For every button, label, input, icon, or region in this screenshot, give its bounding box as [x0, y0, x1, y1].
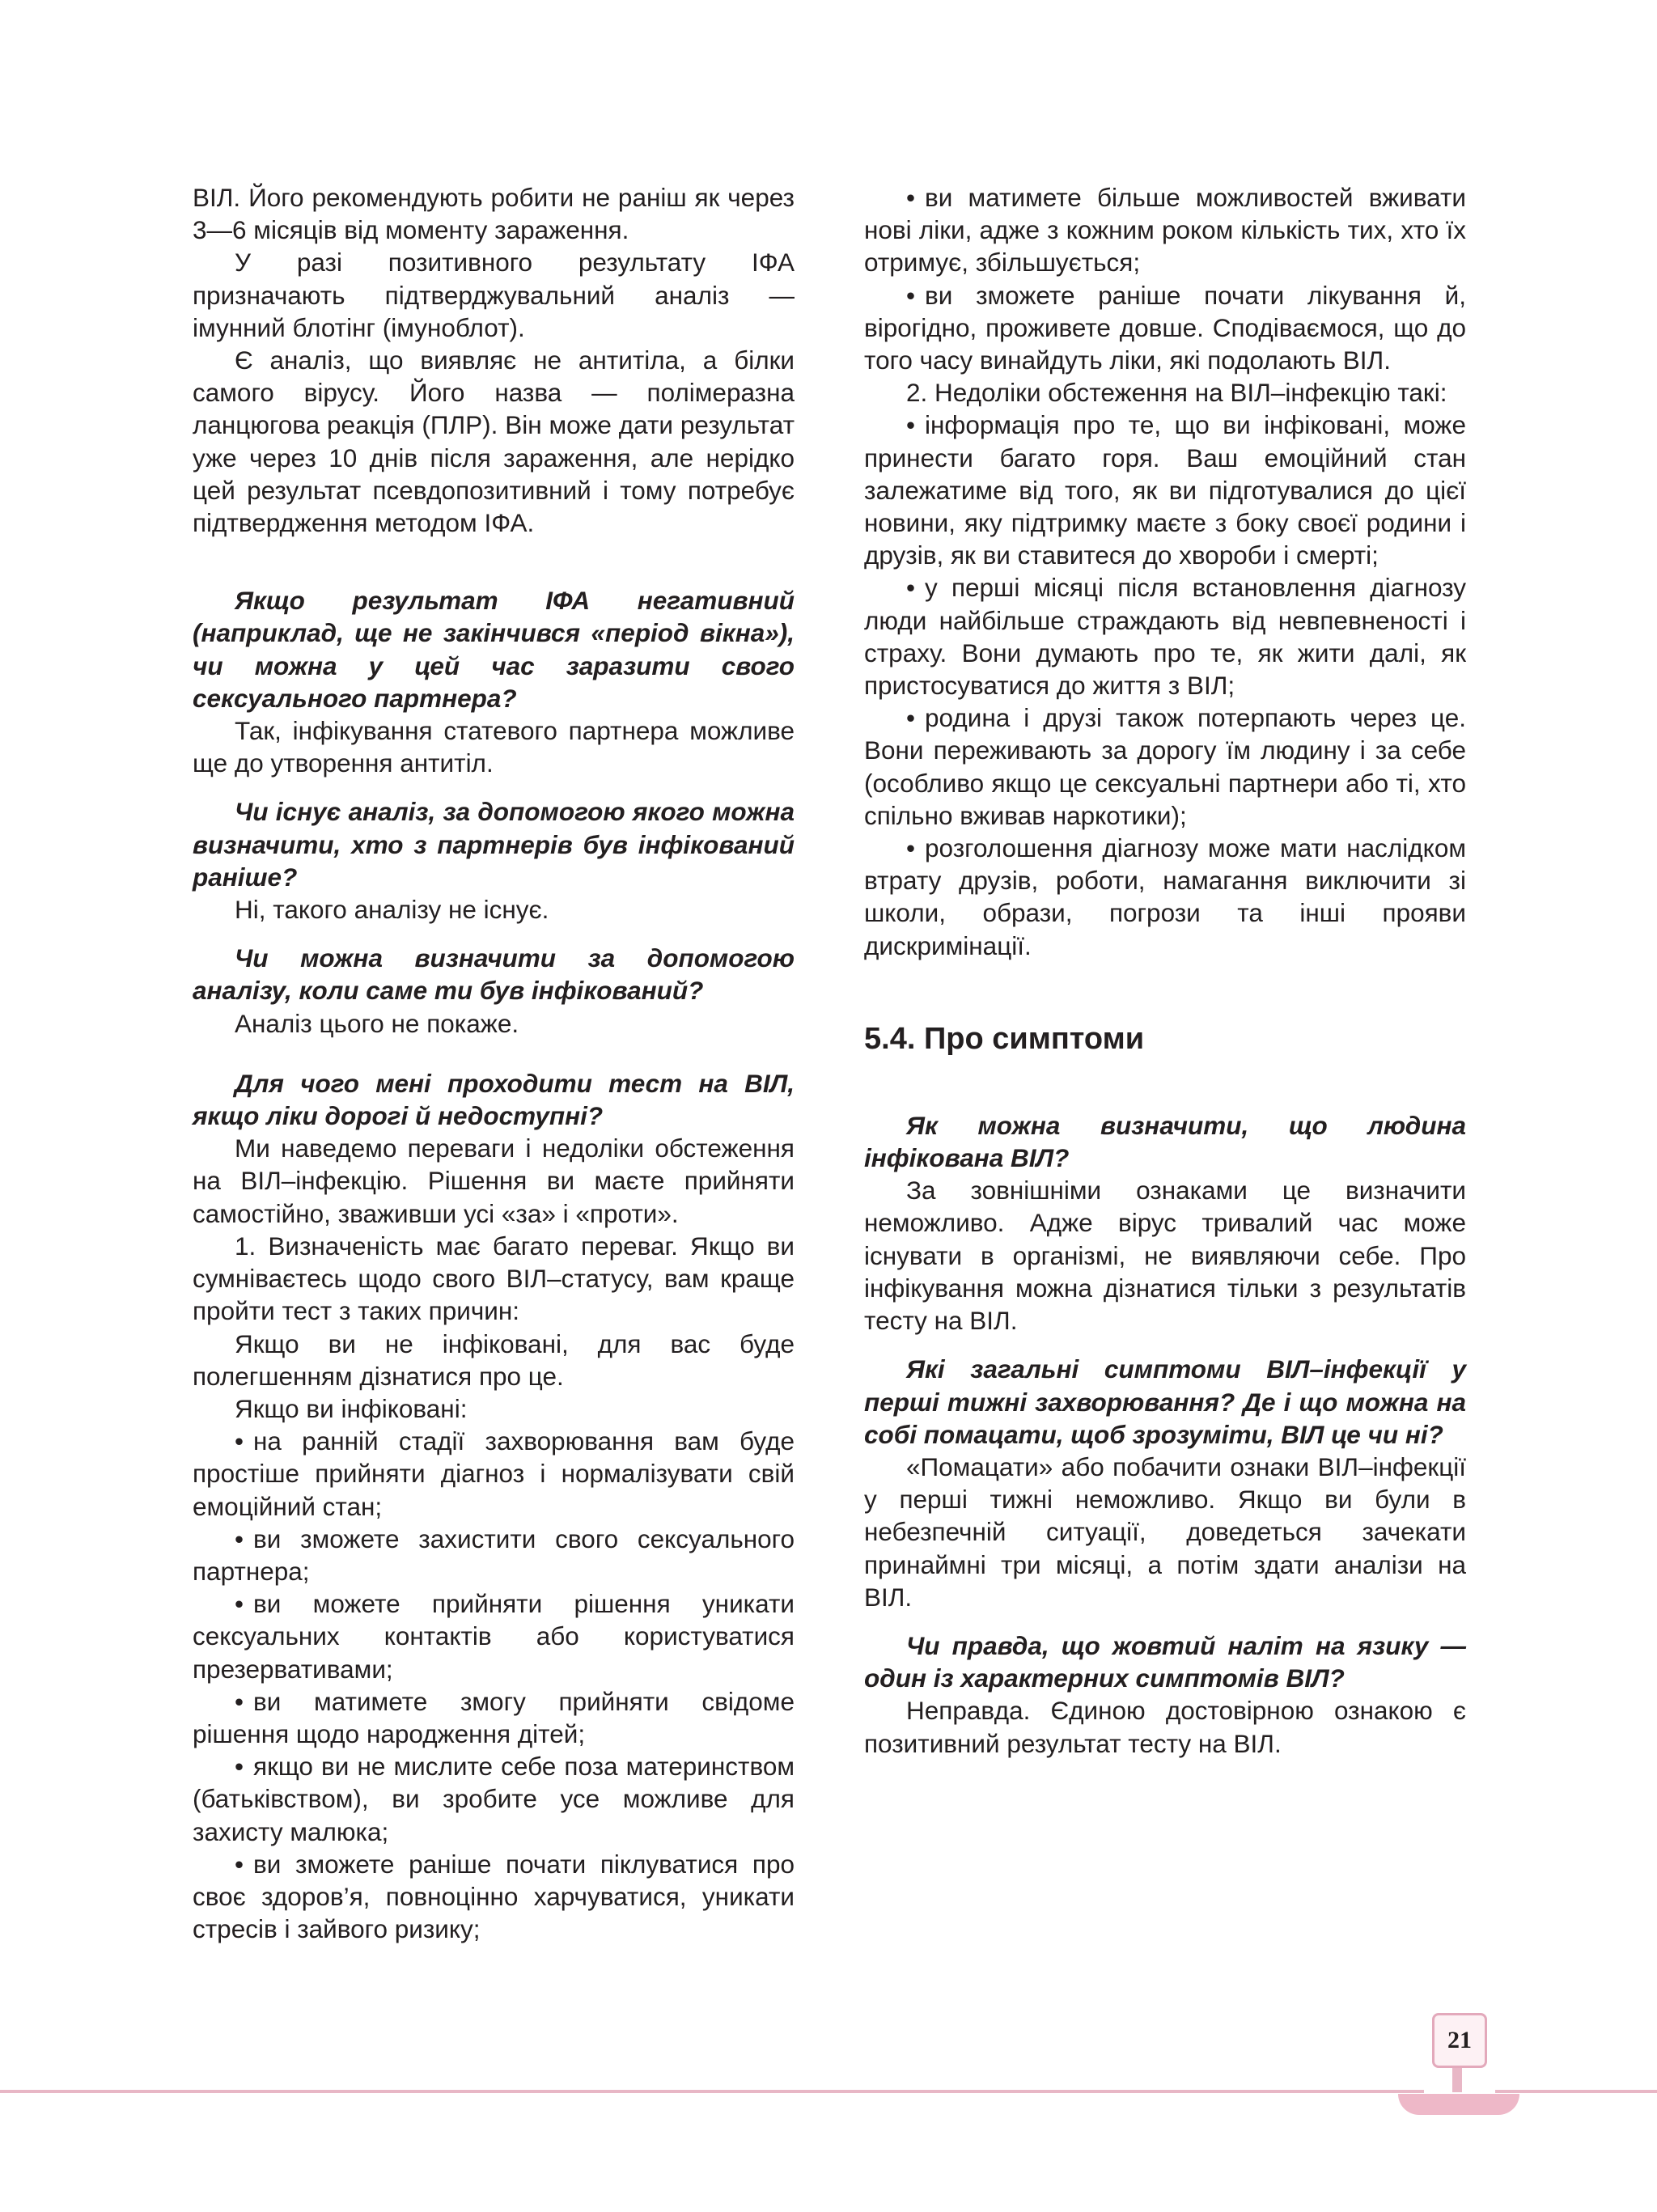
question-heading: Чи існує аналіз, за допомогою якого можна визначити, хто з партнерів був інфікований раніше? — [193, 797, 795, 892]
paragraph: 2. Недоліки обстеження на ВІЛ–інфекцію такі: — [906, 378, 1447, 408]
list-item-text: ви матимете змогу прийняти свідоме рішення щодо народження дітей; — [193, 1686, 795, 1748]
footer-divider — [1495, 2090, 1657, 2093]
list-item — [864, 832, 1466, 962]
footer-tab-decoration — [1398, 2094, 1519, 2115]
answer-paragraph: Якщо ви не інфіковані, для вас буде полегшенням дізнатися про це. — [193, 1328, 795, 1391]
bullet-icon: • — [235, 1686, 244, 1716]
list-item — [864, 701, 1466, 832]
page-number-text: 21 — [1447, 2027, 1472, 2053]
list-item-text: на ранній стадії захворювання вам буде простіше прийняти діагноз і нормалізувати свій емоційний стан; — [193, 1426, 795, 1521]
list-item-text: родина і друзі також потерпають через це. Вони переживають за дорогу їм людину і за себе (особливо якщо це сексуальні партнери або ті, хто спільно вживав наркотики); — [864, 703, 1466, 830]
bullet-icon: • — [235, 1752, 244, 1782]
list-item — [193, 1750, 795, 1848]
paragraph: У разі позитивного результату ІФА призначають підтверджувальний аналіз — імунний блотінг (імуноблот). — [193, 248, 795, 342]
question-heading: Для чого мені проходити тест на ВІЛ, якщо ліки дорогі й недоступні? — [193, 1068, 795, 1131]
page-number — [1432, 2013, 1487, 2068]
answer-paragraph: Якщо ви інфіковані: — [235, 1393, 468, 1423]
question-heading: Чи можна визначити за допомогою аналізу, коли саме ти був інфікований? — [193, 943, 795, 1006]
answer-paragraph: 1. Визначеність має багато переваг. Якщо ви сумніваєтесь щодо свого ВІЛ–статусу, вам краще пройти тест з таких причин: — [193, 1231, 795, 1326]
list-item-text: ви зможете раніше почати піклуватися про своє здоров’я, повноцінно харчуватися, уникати стресів і зайвого ризику; — [193, 1849, 795, 1944]
answer-paragraph: «Помацати» або побачити ознаки ВІЛ–інфекції у перші тижні неможливо. Якщо ви були в небезпечній ситуації, доведеться зачекати принаймні три місяці, а потім здати аналізи на ВІЛ. — [864, 1451, 1466, 1612]
answer-paragraph: Неправда. Єдиною достовірною ознакою є позитивний результат тесту на ВІЛ. — [864, 1696, 1466, 1758]
list-item — [864, 181, 1466, 279]
question-heading: Якщо результат ІФА негативний (наприклад, ще не закінчився «період вікна»), чи можна у цей час заразити свого сексуального партнера? — [193, 586, 795, 713]
list-item — [193, 1848, 795, 1946]
list-item-text: у перші місяці після встановлення діагнозу люди найбільше страждають від невпевненості і страху. Вони думають про те, як жити далі, як пристосуватися до життя з ВІЛ; — [864, 573, 1466, 701]
bullet-icon: • — [906, 833, 916, 863]
question-heading: Які загальні симптоми ВІЛ–інфекції у перші тижні захворювання? Де і що можна на собі помацати, щоб зрозуміти, ВІЛ це чи ні? — [864, 1354, 1466, 1449]
list-item — [864, 409, 1466, 571]
section-title: 5.4. Про симптоми — [864, 1021, 1145, 1056]
bullet-icon: • — [235, 1426, 244, 1456]
list-item — [864, 571, 1466, 701]
answer-paragraph: Аналіз цього не покаже. — [235, 1008, 519, 1038]
bullet-icon: • — [906, 703, 916, 733]
question-heading: Як можна визначити, що людина інфікована ВІЛ? — [864, 1110, 1466, 1173]
list-item — [864, 279, 1466, 377]
right-column — [864, 181, 1466, 1760]
list-item-text: ви зможете захистити свого сексуального партнера; — [193, 1523, 795, 1586]
list-item — [193, 1523, 795, 1587]
footer-divider — [0, 2090, 1424, 2093]
paragraph: ВІЛ. Його рекомендують робити не раніш як через 3—6 місяців від моменту зараження. — [193, 183, 795, 245]
list-item — [193, 1685, 795, 1750]
bullet-icon: • — [235, 1523, 244, 1553]
answer-paragraph: За зовнішніми ознаками це визначити неможливо. Адже вірус тривалий час може існувати в організмі, не виявляючи себе. Про інфікування можна дізнатися тільки з результатів тесту на ВІЛ. — [864, 1176, 1466, 1336]
list-item-text: інформація про те, що ви інфіковані, може принести багато горя. Ваш емоційний стан залежатиме від того, як ви підготувалися до цієї новини, яку підтримку маєте з боку своєї родини і друзів, як ви ставитеся до хвороби і смерті; — [864, 410, 1466, 570]
answer-paragraph: Так, інфікування статевого партнера можливе ще до утворення антитіл. — [193, 716, 795, 778]
answer-paragraph: Ні, такого аналізу не існує. — [235, 895, 549, 925]
list-item-text: ви матимете більше можливостей вживати нові ліки, адже з кожним роком кількість тих, хто їх отримує, збільшується; — [864, 183, 1466, 278]
bullet-icon: • — [235, 1589, 244, 1619]
list-item — [193, 1425, 795, 1523]
bullet-icon: • — [235, 1849, 244, 1879]
paragraph: Є аналіз, що виявляє не антитіла, а білки самого вірусу. Його назва — полімеразна ланцюгова реакція (ПЛР). Він може дати результат уже через 10 днів після зараження, але нерідко цей результат псевдопозитивний і тому потребує підтвердження методом ІФА. — [193, 345, 795, 538]
list-item-text: якщо ви не мислите себе поза материнством (батьківством), ви зробите усе можливе для захисту малюка; — [193, 1752, 795, 1846]
answer-paragraph: Ми наведемо переваги і недоліки обстеження на ВІЛ–інфекцію. Рішення ви маєте прийняти самостійно, зваживши усі «за» і «проти». — [193, 1134, 795, 1228]
bullet-icon: • — [906, 183, 916, 212]
left-column — [193, 181, 795, 1945]
bullet-icon: • — [906, 573, 916, 603]
page-number-connector — [1452, 2068, 1462, 2092]
bullet-icon: • — [906, 410, 916, 440]
list-item-text: ви можете прийняти рішення уникати сексуальних контактів або користуватися презервативами; — [193, 1589, 795, 1684]
list-item-text: ви зможете раніше почати лікування й, вірогідно, проживете довше. Сподіваємося, що до того часу винайдуть ліки, які подолають ВІЛ. — [864, 280, 1466, 375]
bullet-icon: • — [906, 280, 916, 310]
list-item-text: розголошення діагнозу може мати наслідком втрату друзів, роботи, намагання виключити зі школи, образи, погрози та інші прояви дискримінації. — [864, 833, 1466, 960]
list-item — [193, 1587, 795, 1685]
question-heading: Чи правда, що жовтий наліт на язику — один із характерних симптомів ВІЛ? — [864, 1630, 1466, 1693]
